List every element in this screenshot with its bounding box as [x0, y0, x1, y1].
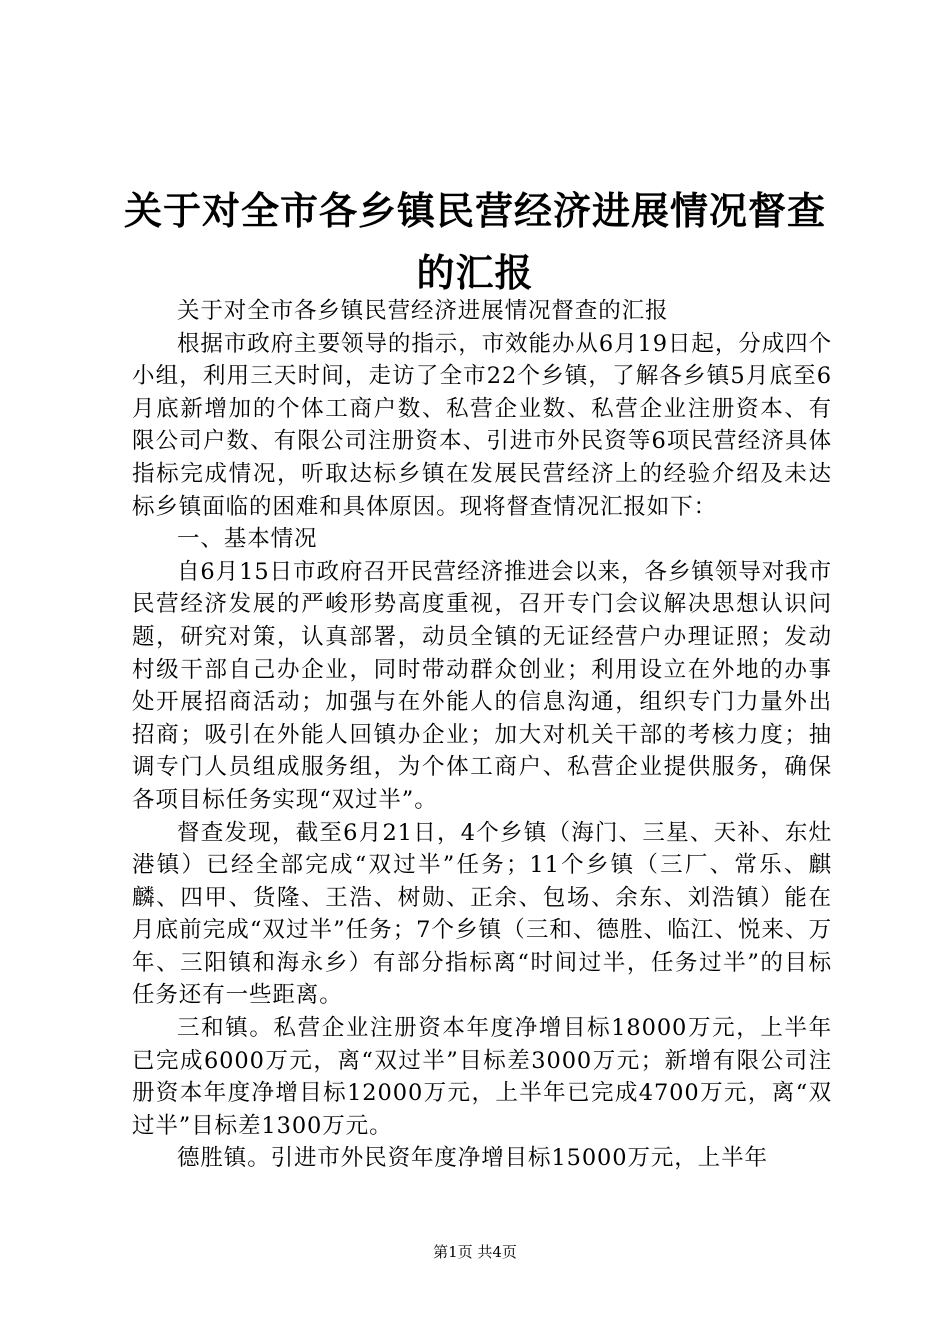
paragraph-findings: 督查发现，截至6月21日，4个乡镇（海门、三星、天补、东灶港镇）已经全部完成“双过半”任务；11个乡镇（三厂、常乐、麒麟、四甲、货隆、王浩、树勋、正余、包场、余东、刘浩镇）能在月底前完成“双过半”任务；7个乡镇（三和、德胜、临江、悦来、万年、三阳镇和海永乡）有部分指标离“时间过半，任务过半”的目标任务还有一些距离。 [132, 819, 832, 1009]
paragraph-sanhe-town: 三和镇。私营企业注册资本年度净增目标18000万元，上半年已完成6000万元，离“双过半”目标差3000万元；新增有限公司注册资本年度净增目标12000万元，上半年已完成4700万元，离“双过半”目标差1300万元。 [132, 1015, 832, 1139]
paragraph-subtitle: 关于对全市各乡镇民营经济进展情况督查的汇报 [177, 298, 669, 324]
page-footer: 第1页 共4页 [433, 1243, 517, 1261]
paragraph-intro: 根据市政府主要领导的指示，市效能办从6月19日起，分成四个小组，利用三天时间，走访了全市22个乡镇，了解各乡镇5月底至6月底新增加的个体工商户数、私营企业数、私营企业注册资本、有限公司户数、有限公司注册资本、引进市外民资等6项民营经济具体指标完成情况，听取达标乡镇在发展民营经济上的经验介绍及未达标乡镇面临的困难和具体原因。现将督查情况汇报如下： [132, 330, 832, 520]
paragraph-measures: 自6月15日市政府召开民营经济推进会以来，各乡镇领导对我市民营经济发展的严峻形势高度重视，召开专门会议解决思想认识问题，研究对策，认真部署，动员全镇的无证经营户办理证照；发动村级干部自己办企业，同时带动群众创业；利用设立在外地的办事处开展招商活动；加强与在外能人的信息沟通，组织专门力量外出招商；吸引在外能人回镇办企业；加大对机关干部的考核力度；抽调专门人员组成服务组，为个体工商户、私营企业提供服务，确保各项目标任务实现“双过半”。 [132, 558, 832, 813]
paragraph-desheng-town: 德胜镇。引进市外民资年度净增目标15000万元，上半年 [177, 1145, 768, 1172]
document-title: 关于对全市各乡镇民营经济进展情况督查的汇报 [123, 189, 826, 295]
section-heading-basic-situation: 一、基本情况 [177, 526, 318, 553]
document-body [132, 295, 832, 1175]
